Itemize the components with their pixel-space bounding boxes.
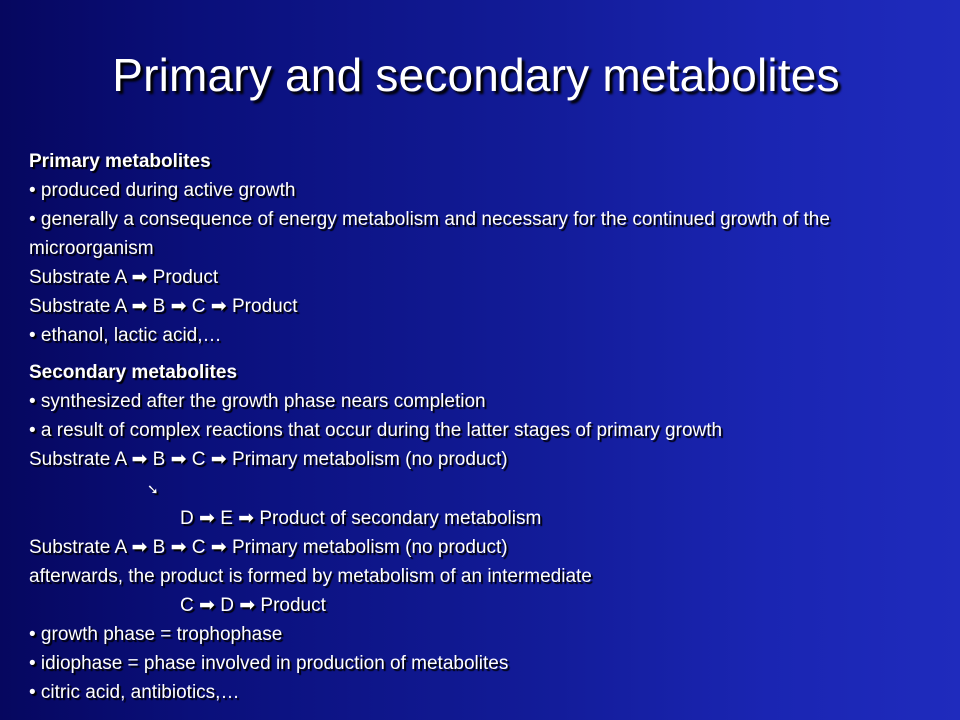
secondary-afterwards-text: afterwards, the product is formed by metabolism of an intermediate	[29, 566, 592, 587]
primary-bullet-energy-metabolism: • generally a consequence of energy metabolism and necessary for the continued growth of the microorganism	[29, 209, 830, 259]
branch-arrow-glyph: ➘	[147, 481, 159, 497]
primary-section	[29, 147, 939, 350]
section-gap	[29, 350, 939, 358]
primary-scheme-direct: Substrate A ➡ Product	[29, 267, 219, 288]
secondary-bullet-synthesized: • synthesized after the growth phase nears completion	[29, 391, 486, 412]
secondary-scheme-primary-2: Substrate A ➡ B ➡ C ➡ Primary metabolism (no product)	[29, 537, 508, 558]
secondary-scheme-primary: Substrate A ➡ B ➡ C ➡ Primary metabolism (no product)	[29, 449, 508, 470]
secondary-scheme-branch: D ➡ E ➡ Product of secondary metabolism	[180, 508, 542, 529]
secondary-bullet-complex-reactions: • a result of complex reactions that occur during the latter stages of primary growth	[29, 420, 723, 441]
primary-bullet-active-growth: • produced during active growth	[29, 180, 296, 201]
slide-title: Primary and secondary metabolites	[112, 49, 840, 101]
secondary-examples: • citric acid, antibiotics,…	[29, 682, 240, 703]
primary-heading: Primary metabolites	[29, 151, 211, 172]
secondary-scheme-intermediate: C ➡ D ➡ Product	[180, 595, 326, 616]
secondary-bullet-idiophase: • idiophase = phase involved in production of metabolites	[29, 653, 509, 674]
branch-arrow-icon	[29, 474, 939, 504]
secondary-bullet-trophophase: • growth phase = trophophase	[29, 624, 283, 645]
secondary-section	[29, 358, 939, 707]
primary-examples: • ethanol, lactic acid,…	[29, 325, 222, 346]
primary-scheme-pathway: Substrate A ➡ B ➡ C ➡ Product	[29, 296, 298, 317]
slide-content	[29, 147, 939, 707]
secondary-heading: Secondary metabolites	[29, 362, 238, 383]
